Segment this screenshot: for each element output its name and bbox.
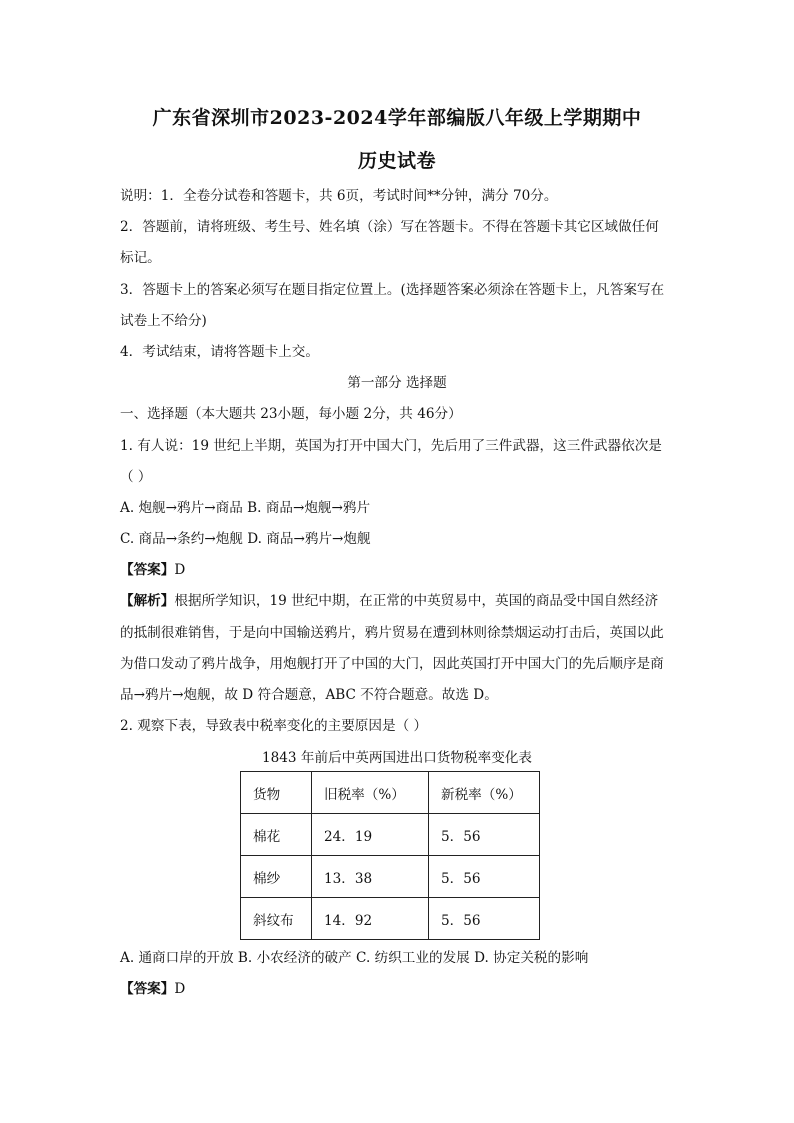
instruction-line: 2．答题前，请将班级、考生号、姓名填（涂）写在答题卡。不得在答题卡其它区域做任何 — [120, 219, 659, 235]
table-row — [241, 856, 540, 898]
question-2-options: A. 通商口岸的开放 B. 小农经济的破产 C. 纺织工业的发展 D. 协定关税的影响 — [120, 950, 589, 966]
table-cell: 13．38 — [312, 856, 429, 898]
answer-label: 【答案】 — [120, 981, 175, 997]
question-1-stem: 1. 有人说：19 世纪上半期，英国为打开中国大门，先后用了三件武器，这三件武器依次是 — [120, 438, 662, 454]
question-2-stem: 2. 观察下表，导致表中税率变化的主要原因是（ ） — [120, 718, 428, 734]
table-cell: 5．56 — [429, 814, 540, 856]
question-1-analysis: 品→鸦片→炮舰，故 D 符合题意，ABC 不符合题意。故选 D。 — [120, 687, 498, 703]
table-cell: 24．19 — [312, 814, 429, 856]
question-2-answer — [120, 980, 680, 998]
table-row — [241, 898, 540, 940]
question-1-analysis — [120, 592, 680, 610]
analysis-label: 【解析】 — [120, 593, 175, 609]
exam-title-line-2: 历史试卷 — [357, 150, 436, 172]
table-cell: 5．56 — [429, 898, 540, 940]
answer-value: D — [174, 981, 186, 997]
question-1-options: A. 炮舰→鸦片→商品 B. 商品→炮舰→鸦片 — [120, 500, 371, 516]
table-header-cell: 旧税率（%） — [312, 772, 429, 814]
table-header-cell: 货物 — [241, 772, 312, 814]
table-cell: 棉花 — [241, 814, 312, 856]
table-caption: 1843 年前后中英两国进出口货物税率变化表 — [261, 750, 532, 766]
analysis-text: 根据所学知识，19 世纪中期，在正常的中英贸易中，英国的商品受中国自然经济 — [174, 593, 659, 609]
instruction-line: 4．考试结束，请将答题卡上交。 — [120, 344, 319, 360]
question-1-answer — [120, 561, 680, 579]
section-heading: 一、选择题（本大题共 23小题，每小题 2分，共 46分） — [120, 406, 462, 422]
question-1-analysis: 为借口发动了鸦片战争，用炮舰打开了中国的大门，因此英国打开中国大门的先后顺序是商 — [120, 656, 664, 672]
table-cell: 14．92 — [312, 898, 429, 940]
exam-title-line-1: 广东省深圳市2023-2024学年部编版八年级上学期期中 — [152, 107, 642, 129]
table-cell: 斜纹布 — [241, 898, 312, 940]
instruction-line: 说明：1．全卷分试卷和答题卡，共 6页，考试时间**分钟，满分 70分。 — [120, 188, 558, 204]
answer-value: D — [174, 562, 186, 578]
question-1-analysis: 的抵制很难销售，于是向中国输送鸦片，鸦片贸易在遭到林则徐禁烟运动打击后，英国以此 — [120, 625, 664, 641]
question-1-options: C. 商品→条约→炮舰 D. 商品→鸦片→炮舰 — [120, 531, 371, 547]
question-1-stem-blank: （ ） — [120, 469, 152, 485]
table-cell: 5．56 — [429, 856, 540, 898]
part-heading: 第一部分 选择题 — [347, 375, 447, 391]
tariff-rate-table — [240, 771, 540, 940]
table-header-row — [241, 772, 540, 814]
table-header-cell: 新税率（%） — [429, 772, 540, 814]
table-cell: 棉纱 — [241, 856, 312, 898]
table-row — [241, 814, 540, 856]
instruction-line: 3．答题卡上的答案必须写在题目指定位置上。(选择题答案必须涂在答题卡上，凡答案写在 — [120, 282, 665, 298]
answer-label: 【答案】 — [120, 562, 175, 578]
instruction-line: 标记。 — [120, 250, 161, 266]
instruction-line: 试卷上不给分) — [120, 313, 207, 329]
